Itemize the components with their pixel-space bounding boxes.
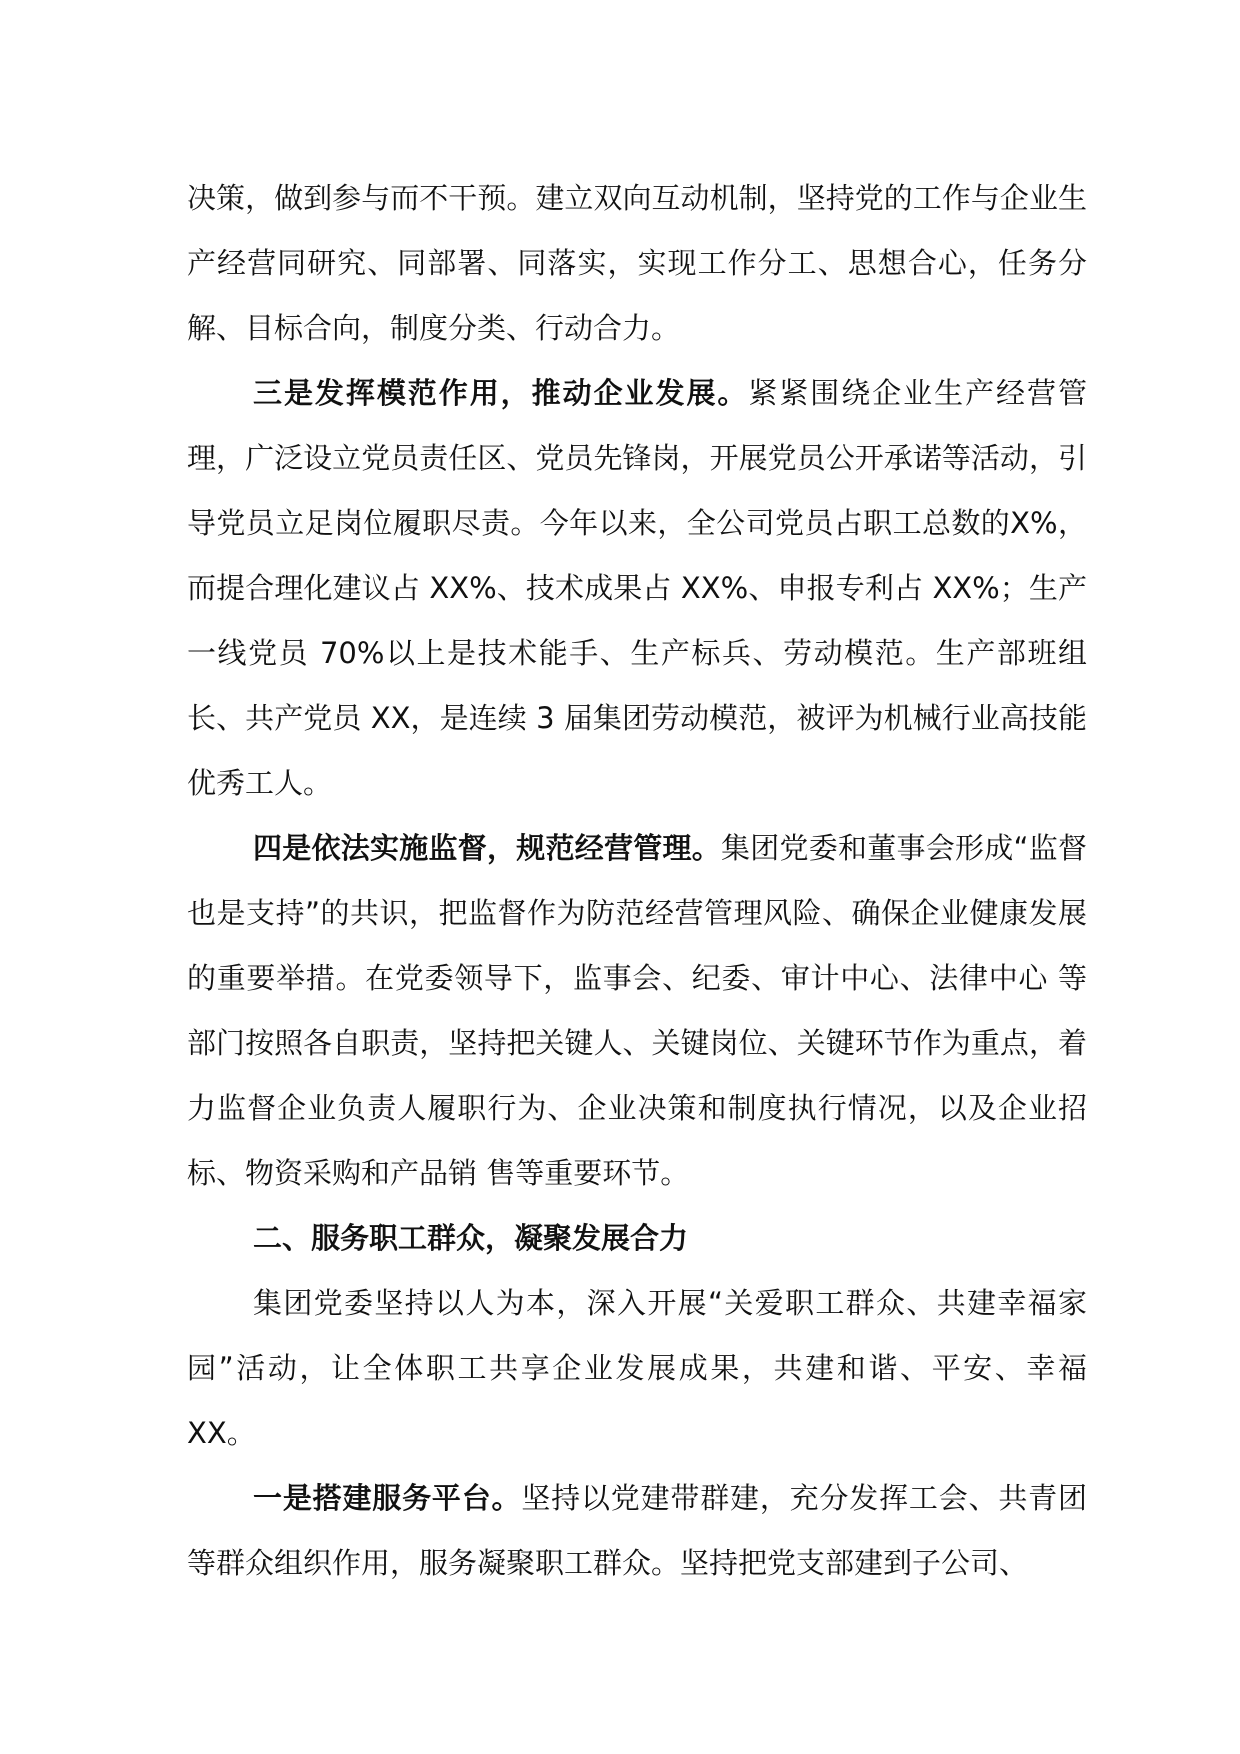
paragraph-lead: 四是依法实施监督，规范经营管理。: [253, 831, 721, 865]
paragraph-care-campaign: [187, 1271, 1087, 1466]
paragraph-text: 紧紧围绕企业生产经营管理，广泛设立党员责任区、党员先锋岗，开展党员公开承诺等活动，引导党员立足岗位履职尽责。今年以来，全公司党员占职工总数的X%，而提合理化建议占 XX%、技术成果占 XX%、申报专利占 XX%；生产一线党员 70%以上是技术能手、生产标兵、劳动模范。生产部班组长、共产党员 XX，是连续 3 届集团劳动模范，被评为机械行业高技能优秀工人。: [187, 376, 1087, 800]
paragraph-decision: [187, 166, 1087, 361]
section-heading-serve-workers: [187, 1206, 1087, 1271]
paragraph-service-platform: [187, 1466, 1087, 1596]
paragraph-model-role: [187, 361, 1087, 816]
paragraph-supervision: [187, 816, 1087, 1206]
section-heading-text: 二、服务职工群众，凝聚发展合力: [253, 1221, 689, 1255]
document-page: [187, 166, 1087, 1596]
paragraph-lead: 三是发挥模范作用，推动企业发展。: [253, 376, 749, 410]
paragraph-text: 集团党委和董事会形成“监督也是支持”的共识，把监督作为防范经营管理风险、确保企业健康发展的重要举措。在党委领导下，监事会、纪委、审计中心、法律中心 等部门按照各自职责，坚持把关键人、关键岗位、关键环节作为重点，着力监督企业负责人履职行为、企业决策和制度执行情况，以及企业招标、物资采购和产品销 售等重要环节。: [187, 831, 1087, 1190]
paragraph-lead: 一是搭建服务平台。: [253, 1481, 522, 1515]
paragraph-text: 集团党委坚持以人为本，深入开展“关爱职工群众、共建幸福家园”活动，让全体职工共享企业发展成果，共建和谐、平安、幸福 XX。: [187, 1286, 1087, 1450]
paragraph-text: 坚持以党建带群建，充分发挥工会、共青团等群众组织作用，服务凝聚职工群众。坚持把党支部建到子公司、: [187, 1481, 1087, 1580]
paragraph-text: 决策，做到参与而不干预。建立双向互动机制，坚持党的工作与企业生产经营同研究、同部署、同落实，实现工作分工、思想合心，任务分解、目标合向，制度分类、行动合力。: [187, 181, 1087, 345]
